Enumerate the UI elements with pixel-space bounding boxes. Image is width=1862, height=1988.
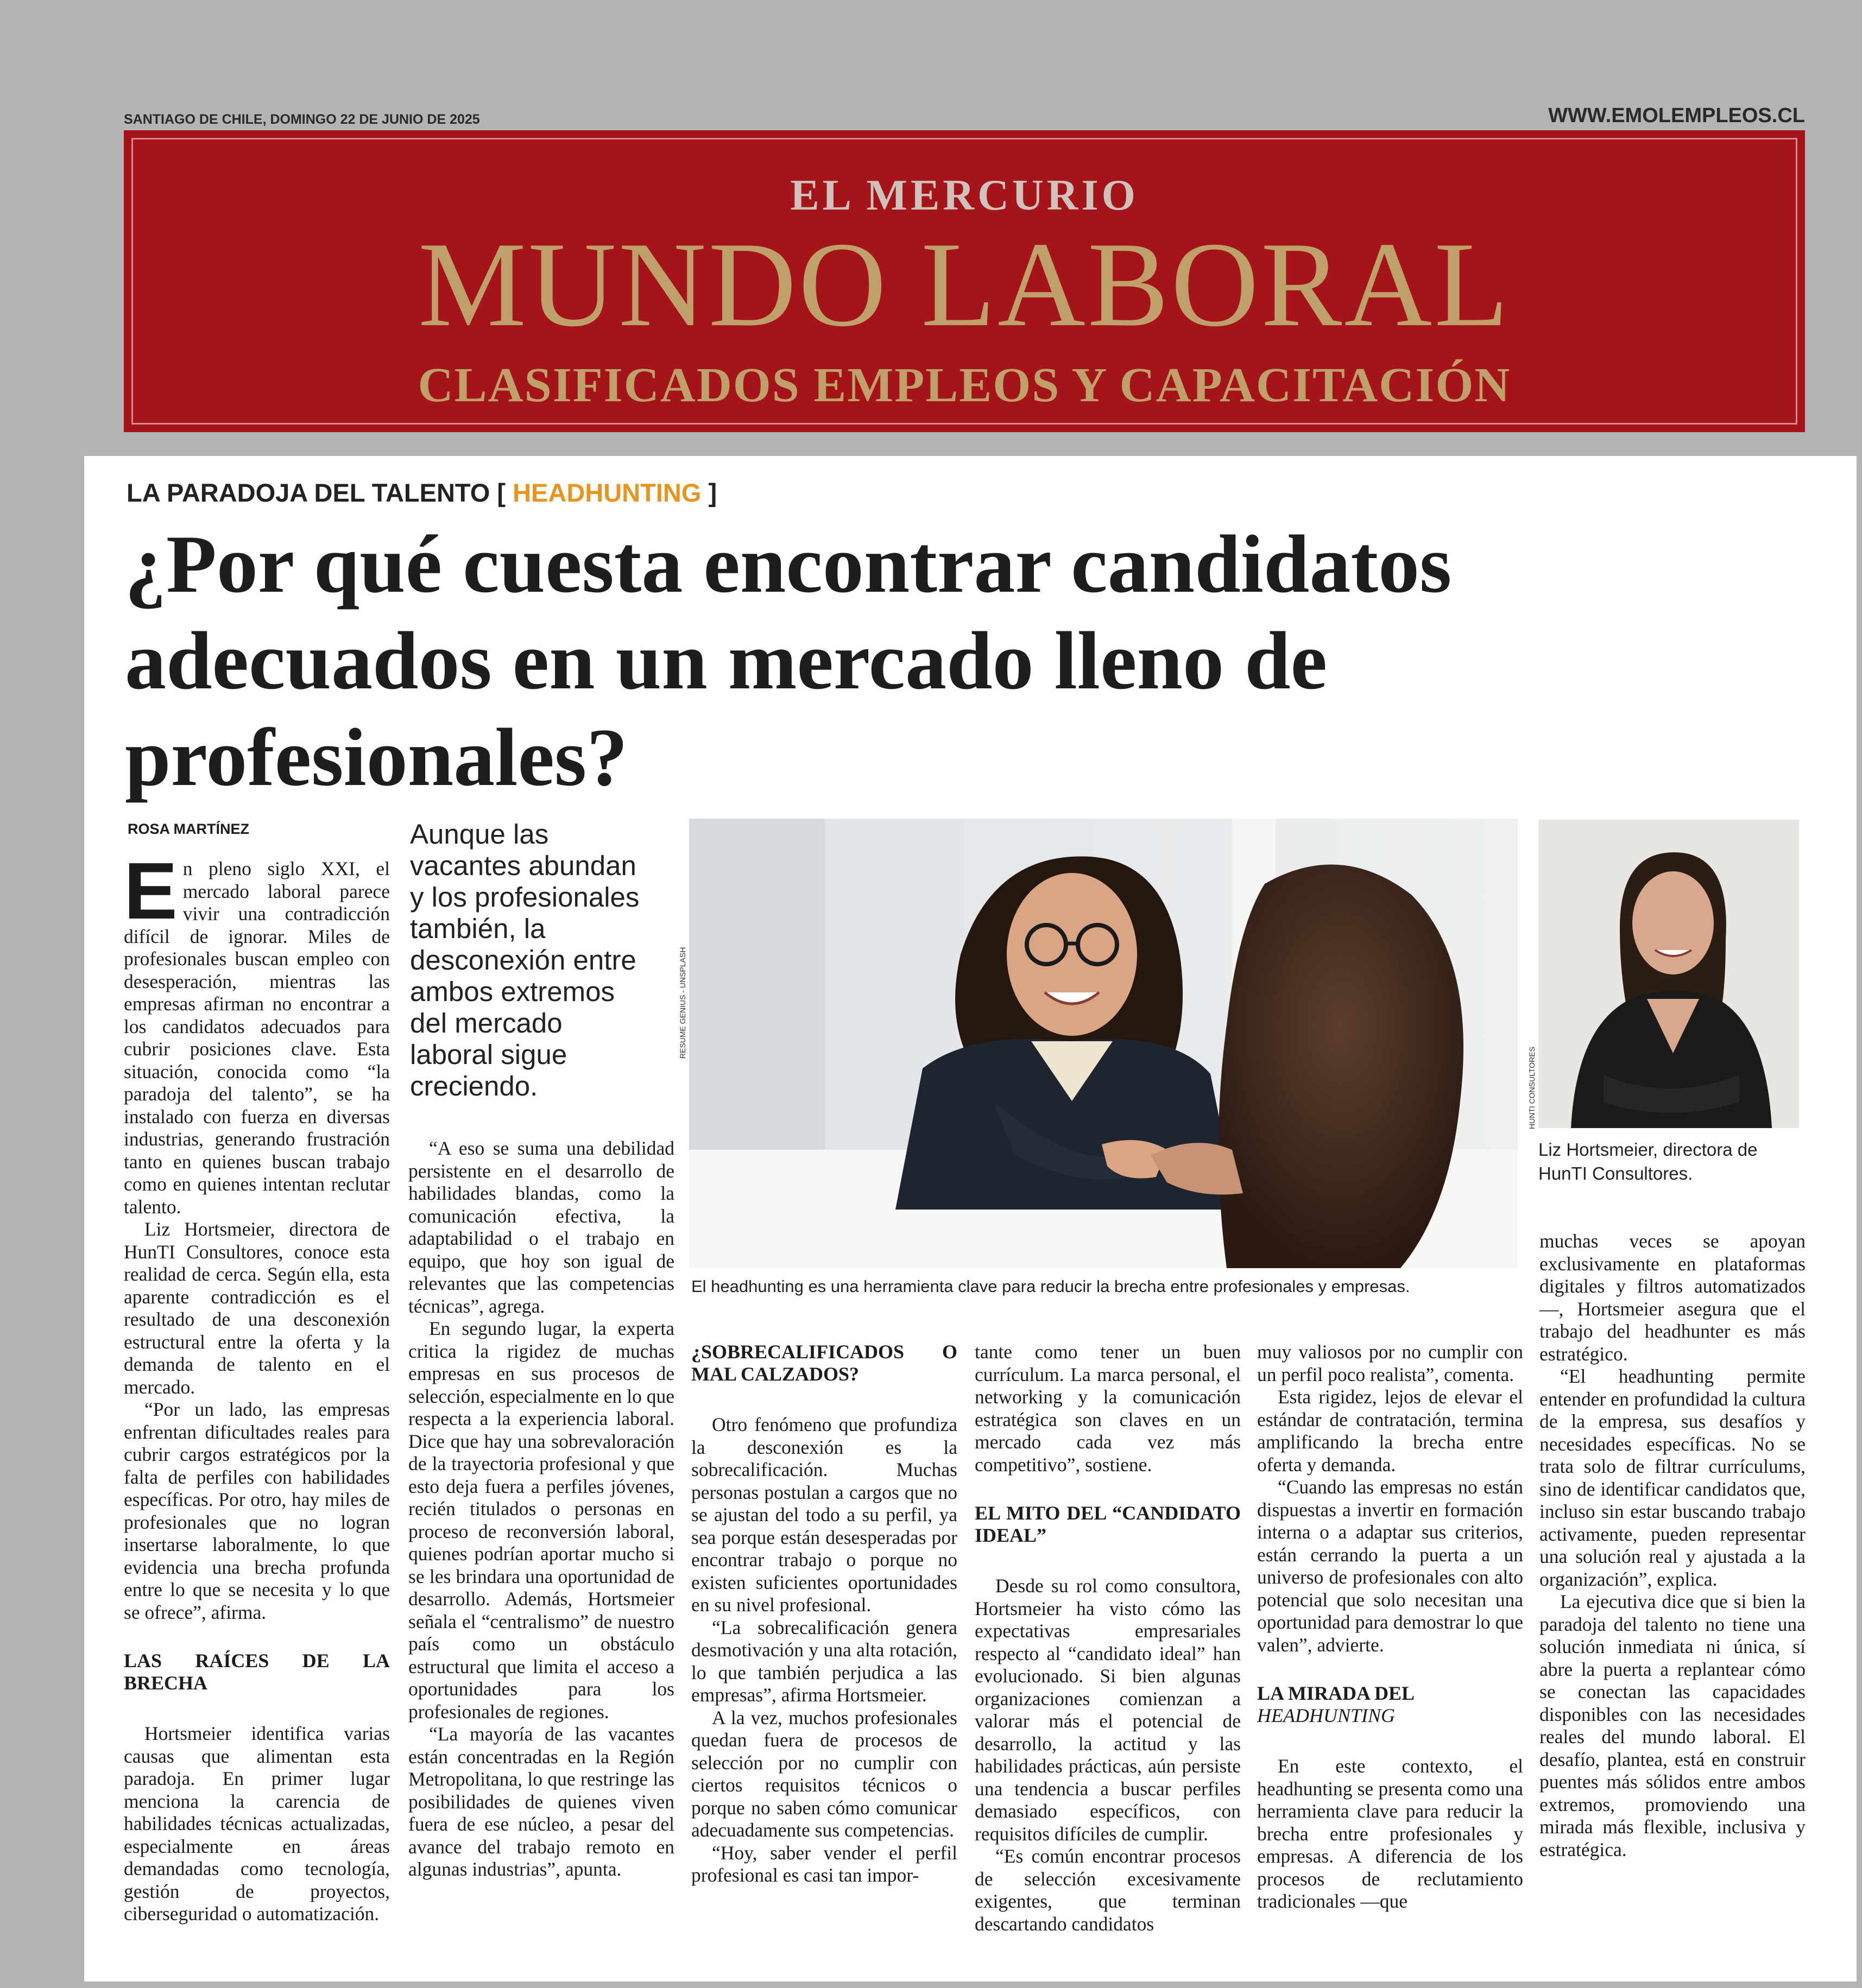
headhunting-handshake-photo bbox=[689, 819, 1518, 1268]
photo-credit: RESUME GENIUS - UNSPLASH bbox=[678, 947, 687, 1059]
column-4 bbox=[975, 1341, 1241, 1935]
paragraph: Hortsmeier identifica varias causas que alimentan esta paradoja. En primer lugar menciona la carencia de habilidades técnicas actualizadas, especialmente en áreas demandadas como tecnología, gestión de proyectos, ciberseguridad o automatización. bbox=[124, 1723, 390, 1924]
paragraph: “Por un lado, las empresas enfrentan dificultades reales para cubrir cargos estratégicos por la falta de perfiles con habilidades específicas. Por otro, hay miles de profesionales que no logran insertarse laboralmente, lo que evidencia una brecha profunda entre lo que se necesita y lo que se ofrece”, afirma. bbox=[124, 1398, 390, 1623]
headline: ¿Por qué cuesta encontrar candidatos adecuados en un mercado lleno de profesionales? bbox=[125, 518, 1452, 803]
masthead-brand: EL MERCURIO bbox=[790, 172, 1139, 219]
kicker bbox=[127, 478, 717, 508]
column-1 bbox=[124, 846, 390, 1926]
masthead bbox=[124, 130, 1805, 432]
masthead-title: MUNDO LABORAL bbox=[418, 217, 1511, 352]
subheading: ¿SOBRECALIFICADOS O MAL CALZADOS? bbox=[691, 1341, 957, 1385]
paragraph: tante como tener un buen currículum. La marca personal, el networking y la comunicación estratégica son claves en un mercado cada vez más competitivo”, sostiene. bbox=[975, 1341, 1241, 1476]
paragraph: En segundo lugar, la experta critica la rigidez de muchas empresas en sus procesos de selección, especialmente en lo que respecta a la experiencia laboral. Dice que hay una sobrevaloración de la trayectoria profesional y que esto deja fuera a perfiles jóvenes, recién titulados o personas en proceso de reconversión laboral, quienes podrían aportar mucho si se les brindara una oportunidad de desarrollo. Además, Hortsmeier señala el “centralismo” de nuestro país como un obstáculo estructural que limita el acceso a oportunidades para los profesionales de regiones. bbox=[408, 1318, 674, 1723]
article-page bbox=[84, 456, 1857, 1981]
photo-caption: El headhunting es una herramienta clave para reducir la brecha entre profesionales y empresas. bbox=[691, 1277, 1410, 1296]
paragraph: “La mayoría de las vacantes están concentradas en la Región Metropolitana, lo que restringe las posibilidades de quienes viven fuera de ese núcleo, a pesar del avance del trabajo remoto en algunas industrias”, apunta. bbox=[408, 1723, 674, 1880]
subheading: EL MITO DEL “CANDIDATO IDEAL” bbox=[975, 1502, 1241, 1546]
dropcap: E bbox=[124, 846, 178, 936]
paragraph: Liz Hortsmeier, directora de HunTI Consultores, conoce esta realidad de cerca. Según ella, esta aparente contradicción es el resultado de una desconexión estructural entre la oferta y la demanda de talento en el mercado. bbox=[124, 1218, 390, 1398]
paragraph: muchas veces se apoyan exclusivamente en plataformas digitales y filtros automatizados—, Hortsmeier asegura que el trabajo del headhunter es más estratégico. bbox=[1539, 1230, 1806, 1365]
subheading: LA MIRADA DEL HEADHUNTING bbox=[1257, 1682, 1415, 1726]
dateline: SANTIAGO DE CHILE, DOMINGO 22 DE JUNIO DE 2025 bbox=[124, 112, 480, 127]
subheading: LAS RAÍCES DE LA BRECHA bbox=[124, 1650, 390, 1694]
column-3 bbox=[691, 1341, 957, 1887]
paragraph: “Es común encontrar procesos de selección excesivamente exigentes, que terminan descartando candidatos bbox=[975, 1845, 1241, 1935]
paragraph: A la vez, muchos profesionales quedan fuera de procesos de selección por no cumplir con ciertos requisitos técnicos o porque no saben cómo comunicar adecuadamente sus competencias. bbox=[691, 1706, 957, 1841]
portrait-caption: Liz Hortsmeier, directora de HunTI Consultores. bbox=[1538, 1139, 1758, 1183]
pull-quote: Aunque las vacantes abundan y los profesionales también, la desconexión entre ambos extremos del mercado laboral sigue creciendo. bbox=[410, 819, 640, 1101]
paragraph: Desde su rol como consultora, Hortsmeier ha visto cómo las expectativas empresariales respecto al “candidato ideal” han evolucionado. Si bien algunas organizaciones comienzan a valorar más el potencial de desarrollo, la actitud y las habilidades prácticas, aún persiste una tendencia a buscar perfiles demasiado específicos, con requisitos difíciles de cumplir. bbox=[975, 1575, 1241, 1845]
byline: ROSA MARTÍNEZ bbox=[128, 821, 249, 837]
paragraph: En pleno siglo XXI, el mercado laboral parece vivir una contradicción difícil de ignorar. Miles de profesionales buscan empleo con desesperación, mientras las empresas afirman no encontrar a los candidatos adecuados para cubrir posiciones clave. Esta situación, conocida como “la paradoja del talento”, se ha instalado con fuerza en diversas industrias, generando frustración tanto en quienes buscan trabajo como en quienes intentan reclutar talento. bbox=[124, 846, 390, 1218]
column-6 bbox=[1539, 1230, 1806, 1861]
photo-credit: HUNTI CONSULTORES bbox=[1528, 1047, 1536, 1129]
website-link[interactable]: WWW.EMOLEMPLEOS.CL bbox=[1548, 104, 1805, 127]
paragraph: “A eso se suma una debilidad persistente en el desarrollo de habilidades blandas, como la comunicación efectiva, la adaptabilidad o el trabajo en equipo, que hoy son igual de relevantes que las competencias técnicas”, agrega. bbox=[408, 1137, 674, 1317]
paragraph: La ejecutiva dice que si bien la paradoja del talento no tiene una solución inmediata ni única, sí abre la puerta a replantear cómo se conectan las capacidades disponibles con las necesidades reales del mundo laboral. El desafío, plantea, está en construir puentes más sólidos entre ambos extremos, promoviendo una mirada más flexible, inclusiva y estratégica. bbox=[1539, 1591, 1806, 1860]
paragraph: “Cuando las empresas no están dispuestas a invertir en formación interna o a adaptar sus criterios, están cerrando la puerta a un universo de profesionales con alto potencial que solo necesitan una oportunidad para demostrar lo que valen”, advierte. bbox=[1257, 1476, 1523, 1656]
kicker-suffix: ] bbox=[701, 478, 717, 507]
paragraph: En este contexto, el headhunting se presenta como una herramienta clave para reducir la brecha entre profesionales y empresas. A diferencia de los procesos de reclutamiento tradicionales —que bbox=[1257, 1755, 1523, 1912]
paragraph: muy valiosos por no cumplir con un perfil poco realista”, comenta. bbox=[1257, 1341, 1523, 1385]
paragraph: “El headhunting permite entender en profundidad la cultura de la empresa, sus desafíos y necesidades específicas. No se trata solo de filtrar currículums, sino de identificar candidatos que, incluso sin estar buscando trabajo activamente, pueden representar una solución real y ajustada a la organización”, explica. bbox=[1539, 1365, 1806, 1590]
kicker-prefix: LA PARADOJA DEL TALENTO [ bbox=[127, 478, 513, 507]
column-2 bbox=[408, 1137, 674, 1881]
paragraph: Esta rigidez, lejos de elevar el estándar de contratación, termina amplificando la brecha entre oferta y demanda. bbox=[1257, 1386, 1523, 1476]
paragraph: “Hoy, saber vender el perfil profesional es casi tan impor- bbox=[691, 1841, 957, 1886]
paragraph: Otro fenómeno que profundiza la desconexión es la sobrecalificación. Muchas personas postulan a cargos que no se ajustan del todo a su perfil, ya sea porque están desesperadas por encontrar trabajo o porque no existen suficientes oportunidades en su nivel profesional. bbox=[691, 1414, 957, 1616]
masthead-subtitle: CLASIFICADOS EMPLEOS Y CAPACITACIÓN bbox=[418, 358, 1511, 412]
column-5 bbox=[1257, 1341, 1523, 1913]
kicker-tag: HEADHUNTING bbox=[513, 478, 702, 507]
portrait-photo bbox=[1538, 820, 1799, 1128]
paragraph: “La sobrecalificación genera desmotivación y una alta rotación, lo que también perjudica a las empresas”, afirma Hortsmeier. bbox=[691, 1616, 957, 1706]
